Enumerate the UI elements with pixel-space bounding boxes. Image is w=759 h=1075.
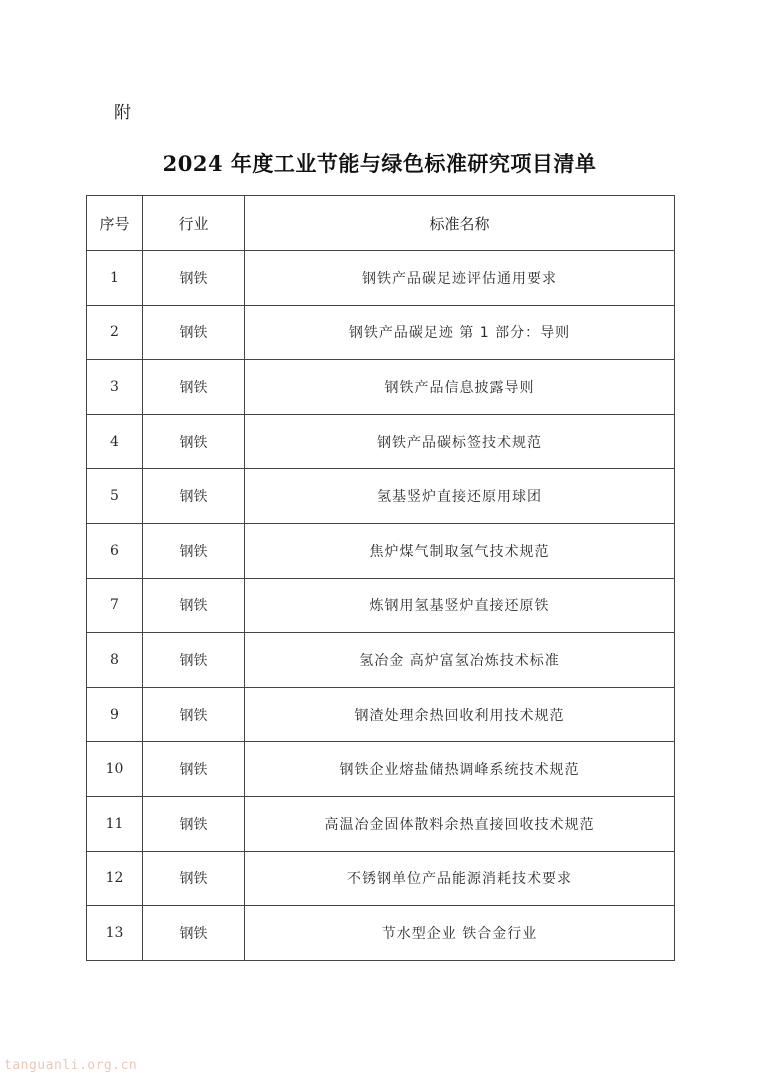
table-header [87,196,675,251]
standards-table [86,195,675,961]
row-index: 5 [87,469,143,524]
row-index: 6 [87,523,143,578]
table-row [87,906,675,961]
row-standard-name: 氢冶金 高炉富氢冶炼技术标准 [245,633,675,688]
header-row [87,196,675,251]
row-index: 2 [87,305,143,360]
header-index: 序号 [87,196,143,251]
table-row [87,305,675,360]
row-standard-name: 钢铁产品碳足迹 第 1 部分：导则 [245,305,675,360]
table-row [87,523,675,578]
header-standard-name: 标准名称 [245,196,675,251]
row-standard-name: 炼钢用氢基竖炉直接还原铁 [245,578,675,633]
row-industry: 钢铁 [143,906,245,961]
row-industry: 钢铁 [143,469,245,524]
table-body [87,251,675,961]
row-industry: 钢铁 [143,851,245,906]
table-row [87,851,675,906]
attachment-label: 附 [114,103,131,123]
row-index: 12 [87,851,143,906]
row-index: 8 [87,633,143,688]
table-row [87,251,675,306]
row-standard-name: 节水型企业 铁合金行业 [245,906,675,961]
row-standard-name: 氢基竖炉直接还原用球团 [245,469,675,524]
row-standard-name: 钢铁产品碳标签技术规范 [245,414,675,469]
document-title: 2024 年度工业节能与绿色标准研究项目清单 [162,151,597,176]
row-industry: 钢铁 [143,578,245,633]
table-row [87,414,675,469]
row-industry: 钢铁 [143,742,245,797]
row-index: 10 [87,742,143,797]
row-industry: 钢铁 [143,796,245,851]
row-index: 9 [87,687,143,742]
row-standard-name: 钢铁企业熔盐储热调峰系统技术规范 [245,742,675,797]
row-standard-name: 钢铁产品碳足迹评估通用要求 [245,251,675,306]
row-index: 3 [87,360,143,415]
row-industry: 钢铁 [143,251,245,306]
row-standard-name: 钢铁产品信息披露导则 [245,360,675,415]
row-industry: 钢铁 [143,687,245,742]
row-industry: 钢铁 [143,523,245,578]
row-industry: 钢铁 [143,360,245,415]
row-standard-name: 焦炉煤气制取氢气技术规范 [245,523,675,578]
table-row [87,360,675,415]
row-industry: 钢铁 [143,633,245,688]
row-index: 13 [87,906,143,961]
table-row [87,796,675,851]
table-row [87,578,675,633]
row-index: 4 [87,414,143,469]
table-row [87,742,675,797]
table-row [87,469,675,524]
row-standard-name: 钢渣处理余热回收利用技术规范 [245,687,675,742]
row-standard-name: 不锈钢单位产品能源消耗技术要求 [245,851,675,906]
row-standard-name: 高温冶金固体散料余热直接回收技术规范 [245,796,675,851]
table-row [87,687,675,742]
row-index: 1 [87,251,143,306]
table-row [87,633,675,688]
row-industry: 钢铁 [143,414,245,469]
header-industry: 行业 [143,196,245,251]
row-index: 7 [87,578,143,633]
row-industry: 钢铁 [143,305,245,360]
row-index: 11 [87,796,143,851]
site-watermark: tanguanli.org.cn [4,1058,138,1073]
